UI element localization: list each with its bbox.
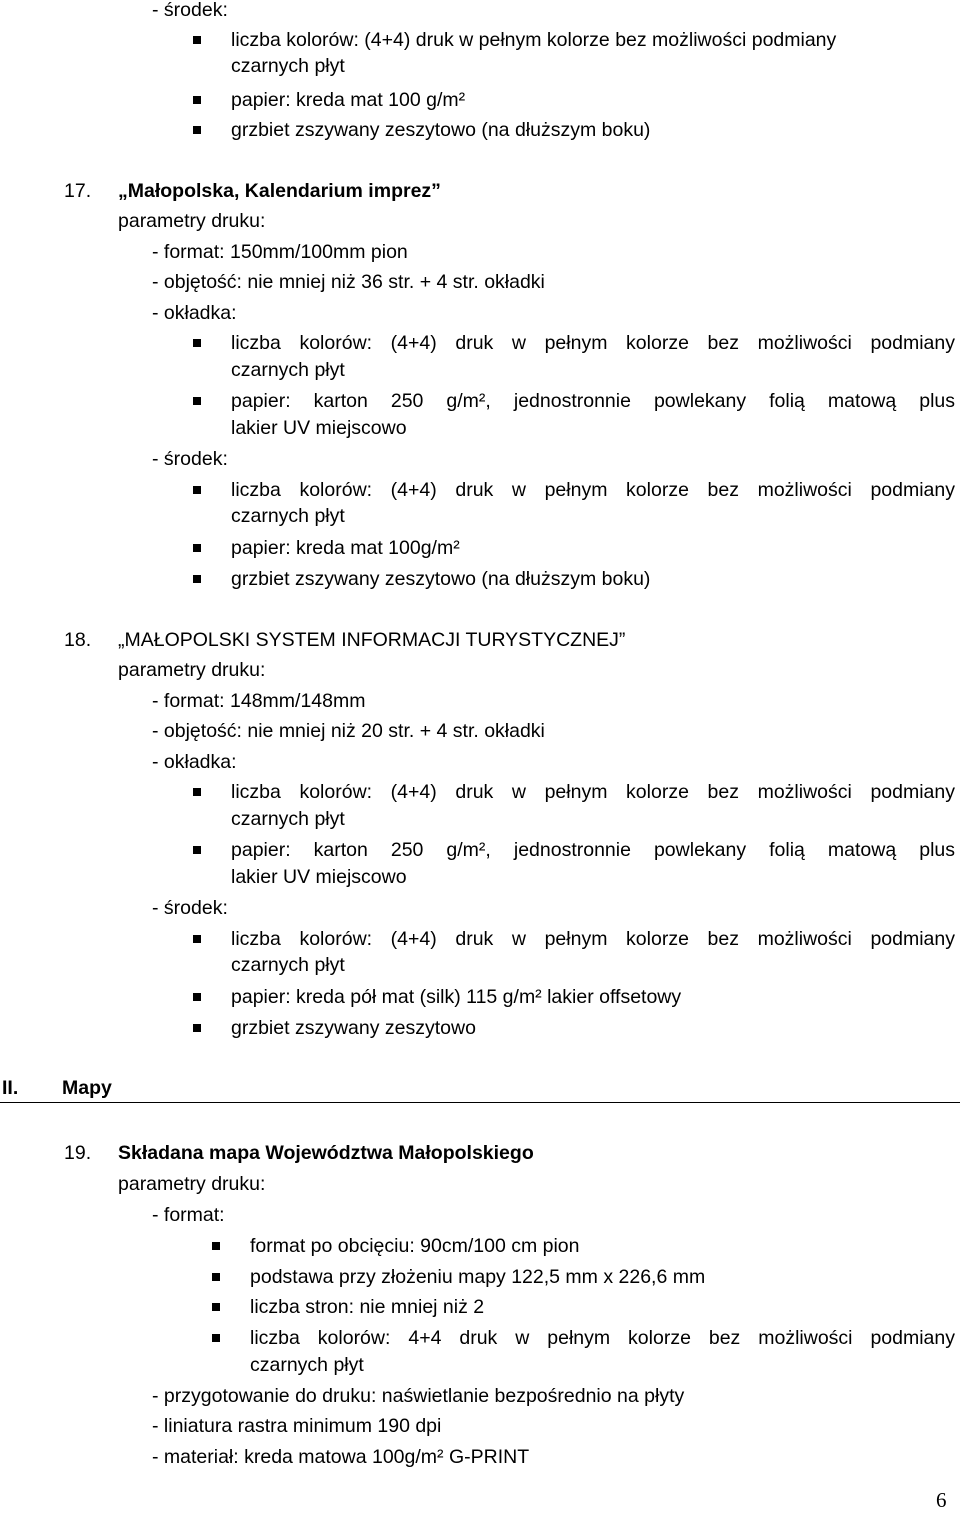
- bullet-icon: [193, 993, 201, 1001]
- item-number: 19.: [64, 1142, 92, 1164]
- bullet-text: papier: karton 250 g/m², jednostronnie powlekany folią matową plus: [231, 390, 955, 412]
- item-number: 18.: [64, 629, 92, 651]
- bullet-text-cont: czarnych płyt: [231, 505, 345, 527]
- item-title: Składana mapa Województwa Małopolskiego: [118, 1142, 534, 1164]
- page-number: 6: [936, 1488, 947, 1512]
- bullet-icon: [193, 339, 201, 347]
- prep-line: - przygotowanie do druku: naświetlanie bezpośrednio na płyty: [152, 1385, 685, 1407]
- bullet-icon: [193, 846, 201, 854]
- bullet-text: liczba kolorów: 4+4 druk w pełnym kolorze bez możliwości podmiany: [250, 1327, 955, 1349]
- bullet-icon: [193, 935, 201, 943]
- srodek-label: - środek:: [152, 0, 228, 21]
- bullet-text: liczba kolorów: (4+4) druk w pełnym kolorze bez możliwości podmiany: [231, 29, 837, 51]
- bullet-icon: [193, 486, 201, 494]
- screen-line: - liniatura rastra minimum 190 dpi: [152, 1415, 442, 1437]
- bullet-icon: [193, 788, 201, 796]
- bullet-text: format po obcięciu: 90cm/100 cm pion: [250, 1235, 580, 1257]
- format-line: - format: 148mm/148mm: [152, 690, 366, 712]
- bullet-text: podstawa przy złożeniu mapy 122,5 mm x 226,6 mm: [250, 1266, 706, 1288]
- bullet-icon: [212, 1334, 220, 1342]
- format-label: - format:: [152, 1204, 225, 1226]
- bullet-icon: [193, 544, 201, 552]
- material-line: - materiał: kreda matowa 100g/m² G-PRINT: [152, 1446, 530, 1468]
- bullet-text: liczba kolorów: (4+4) druk w pełnym kolorze bez możliwości podmiany: [231, 332, 955, 354]
- volume-line: - objętość: nie mniej niż 36 str. + 4 str. okładki: [152, 271, 545, 293]
- cover-label: - okładka:: [152, 302, 237, 324]
- params-label: parametry druku:: [118, 659, 266, 681]
- item-number: 17.: [64, 180, 92, 202]
- bullet-text: grzbiet zszywany zeszytowo (na dłuższym boku): [231, 568, 651, 590]
- item-title: „Małopolska, Kalendarium imprez”: [118, 180, 441, 202]
- params-label: parametry druku:: [118, 1173, 266, 1195]
- bullet-text-cont: lakier UV miejscowo: [231, 866, 407, 888]
- item-title: „MAŁOPOLSKI SYSTEM INFORMACJI TURYSTYCZNEJ”: [118, 629, 626, 651]
- bullet-text: liczba kolorów: (4+4) druk w pełnym kolorze bez możliwości podmiany: [231, 479, 955, 501]
- bullet-text: liczba kolorów: (4+4) druk w pełnym kolorze bez możliwości podmiany: [231, 781, 955, 803]
- bullet-icon: [212, 1242, 220, 1250]
- bullet-text: liczba kolorów: (4+4) druk w pełnym kolorze bez możliwości podmiany: [231, 928, 955, 950]
- bullet-icon: [193, 397, 201, 405]
- bullet-icon: [193, 36, 201, 44]
- bullet-text: papier: kreda mat 100 g/m²: [231, 89, 466, 111]
- bullet-icon: [193, 126, 201, 134]
- section-title: Mapy: [62, 1077, 112, 1099]
- volume-line: - objętość: nie mniej niż 20 str. + 4 str. okładki: [152, 720, 545, 742]
- middle-label: - środek:: [152, 897, 228, 919]
- section-rule: [0, 1102, 960, 1103]
- params-label: parametry druku:: [118, 210, 266, 232]
- bullet-text: grzbiet zszywany zeszytowo (na dłuższym boku): [231, 119, 651, 141]
- bullet-text-cont: czarnych płyt: [231, 954, 345, 976]
- bullet-text-cont: lakier UV miejscowo: [231, 417, 407, 439]
- format-line: - format: 150mm/100mm pion: [152, 241, 408, 263]
- bullet-text: grzbiet zszywany zeszytowo: [231, 1017, 476, 1039]
- bullet-icon: [193, 575, 201, 583]
- bullet-text-cont: czarnych płyt: [250, 1354, 364, 1376]
- section-number: II.: [2, 1077, 19, 1099]
- bullet-text: papier: karton 250 g/m², jednostronnie powlekany folią matową plus: [231, 839, 955, 861]
- bullet-text: liczba stron: nie mniej niż 2: [250, 1296, 485, 1318]
- bullet-text: papier: kreda pół mat (silk) 115 g/m² lakier offsetowy: [231, 986, 682, 1008]
- bullet-icon: [212, 1303, 220, 1311]
- bullet-text-cont: czarnych płyt: [231, 55, 345, 77]
- bullet-text-cont: czarnych płyt: [231, 359, 345, 381]
- bullet-text: papier: kreda mat 100g/m²: [231, 537, 460, 559]
- bullet-icon: [212, 1273, 220, 1281]
- middle-label: - środek:: [152, 448, 228, 470]
- bullet-icon: [193, 96, 201, 104]
- bullet-text-cont: czarnych płyt: [231, 808, 345, 830]
- cover-label: - okładka:: [152, 751, 237, 773]
- bullet-icon: [193, 1024, 201, 1032]
